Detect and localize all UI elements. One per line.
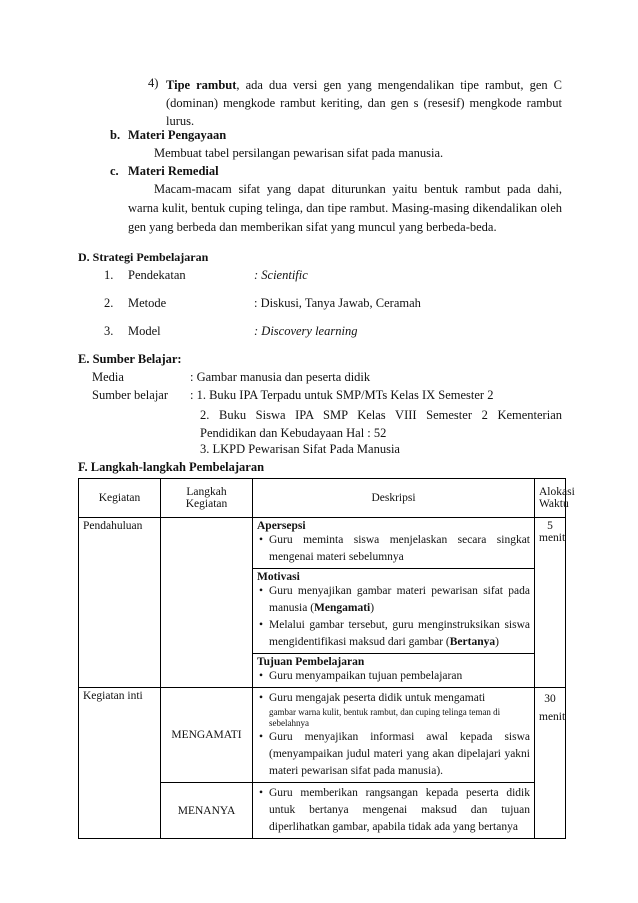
media-label: Media — [92, 370, 124, 384]
steps-heading: F. Langkah-langkah Pembelajaran — [78, 460, 265, 474]
list-item: • Guru meminta siswa menjelaskan secara singkat mengenai materi sebelumnya — [269, 532, 530, 566]
mengamati-deskripsi-cell — [253, 688, 535, 783]
strategy-item-3-num: 3. — [104, 324, 114, 338]
motivasi-block — [253, 569, 534, 654]
strategy-item-2-num: 2. — [104, 296, 114, 310]
item-4-number: 4) — [148, 76, 159, 90]
pengayaan-title: Materi Pengayaan — [128, 128, 227, 142]
list-item: • Guru memberikan rangsangan kepada peserta didik untuk bertanya mengenai maksud dan tujuan diperlihatkan gambar, apabila tidak ada yang bertanya — [269, 785, 530, 836]
sources-heading: E. Sumber Belajar: — [78, 352, 182, 366]
strategy-heading: D. Strategi Pembelajaran — [78, 250, 209, 264]
strategy-item-2-value: : Diskusi, Tanya Jawab, Ceramah — [254, 296, 421, 310]
tujuan-title: Tujuan Pembelajaran — [257, 656, 365, 668]
remedial-title: Materi Remedial — [128, 164, 219, 178]
media-value: : Gambar manusia dan peserta didik — [190, 370, 371, 384]
apersepsi-block — [253, 518, 534, 569]
item-4-text: , ada dua versi gen yang mengendalikan tipe rambut, gen C (dominan) mengkode rambut keriting, dan gen s (resesif) mengkode rambut lurus. — [166, 78, 562, 128]
list-item: • Guru mengajak peserta didik untuk mengamati — [269, 690, 530, 707]
inti-time: 30 menit — [535, 688, 566, 839]
inti-cell: Kegiatan inti — [79, 688, 161, 839]
table-header-row — [79, 479, 566, 518]
list-item: • Melalui gambar tersebut, guru menginstruksikan siswa mengidentifikasi maksud dari gambar (Bertanya) — [269, 617, 530, 651]
item-4-paragraph — [166, 76, 562, 130]
mengamati-cell: MENGAMATI — [161, 688, 253, 783]
pengayaan-label: b. — [110, 128, 121, 142]
pengayaan-text: Membuat tabel persilangan pewarisan sifat pada manusia. — [154, 146, 444, 160]
sumber-label: Sumber belajar — [92, 388, 169, 402]
header-kegiatan: Kegiatan — [79, 479, 161, 518]
apersepsi-title: Apersepsi — [257, 520, 306, 532]
strategy-item-3-label: Model — [128, 324, 161, 338]
motivasi-title: Motivasi — [257, 571, 300, 583]
lesson-steps-table — [78, 478, 575, 839]
header-deskripsi: Deskripsi — [253, 479, 535, 518]
strategy-item-2-label: Metode — [128, 296, 167, 310]
pendahuluan-time: 5 menit — [535, 518, 566, 688]
pendahuluan-deskripsi-cell — [253, 518, 535, 688]
header-langkah: Langkah Kegiatan — [161, 479, 253, 518]
pendahuluan-langkah-cell — [161, 518, 253, 688]
sumber-1: : 1. Buku IPA Terpadu untuk SMP/MTs Kelas IX Semester 2 — [190, 388, 494, 402]
header-alokasi: Alokasi Waktu — [535, 479, 566, 518]
tujuan-block — [253, 654, 534, 687]
list-item: • Guru menyajikan gambar materi pewarisan sifat pada manusia (Mengamati) — [269, 583, 530, 617]
sumber-2: 2. Buku Siswa IPA SMP Kelas VIII Semester 2 Kementerian Pendidikan dan Kebudayaan Hal : 52 — [200, 408, 562, 440]
mengamati-note: gambar warna kulit, bentuk rambut, dan cuping telinga teman di sebelahnya — [269, 707, 501, 728]
strategy-item-1-value: : Scientific — [254, 268, 308, 282]
table-row — [79, 518, 566, 688]
list-item: • Guru menyampaikan tujuan pembelajaran — [269, 668, 530, 685]
remedial-text: Macam-macam sifat yang dapat diturunkan yaitu bentuk rambut pada dahi, warna kulit, bentuk cuping telinga, dan tipe rambut. Masing-masing dikendalikan oleh gen yang berbeda dan memberikan sifat yang muncul yang berbeda-beda. — [128, 182, 562, 234]
sumber-3: 3. LKPD Pewarisan Sifat Pada Manusia — [200, 442, 400, 456]
strategy-item-1-num: 1. — [104, 268, 114, 282]
table-row — [79, 688, 566, 783]
item-4-title: Tipe rambut — [166, 78, 237, 92]
menanya-deskripsi-cell — [253, 783, 535, 839]
strategy-item-3-value: : Discovery learning — [254, 324, 358, 338]
remedial-label: c. — [110, 164, 119, 178]
menanya-cell: MENANYA — [161, 783, 253, 839]
list-item: • Guru menyajikan informasi awal kepada siswa (menyampaikan judul materi yang akan dipelajari yakni materi pewarisan sifat pada manusia). — [269, 729, 530, 780]
pendahuluan-cell: Pendahuluan — [79, 518, 161, 688]
strategy-item-1-label: Pendekatan — [128, 268, 186, 282]
